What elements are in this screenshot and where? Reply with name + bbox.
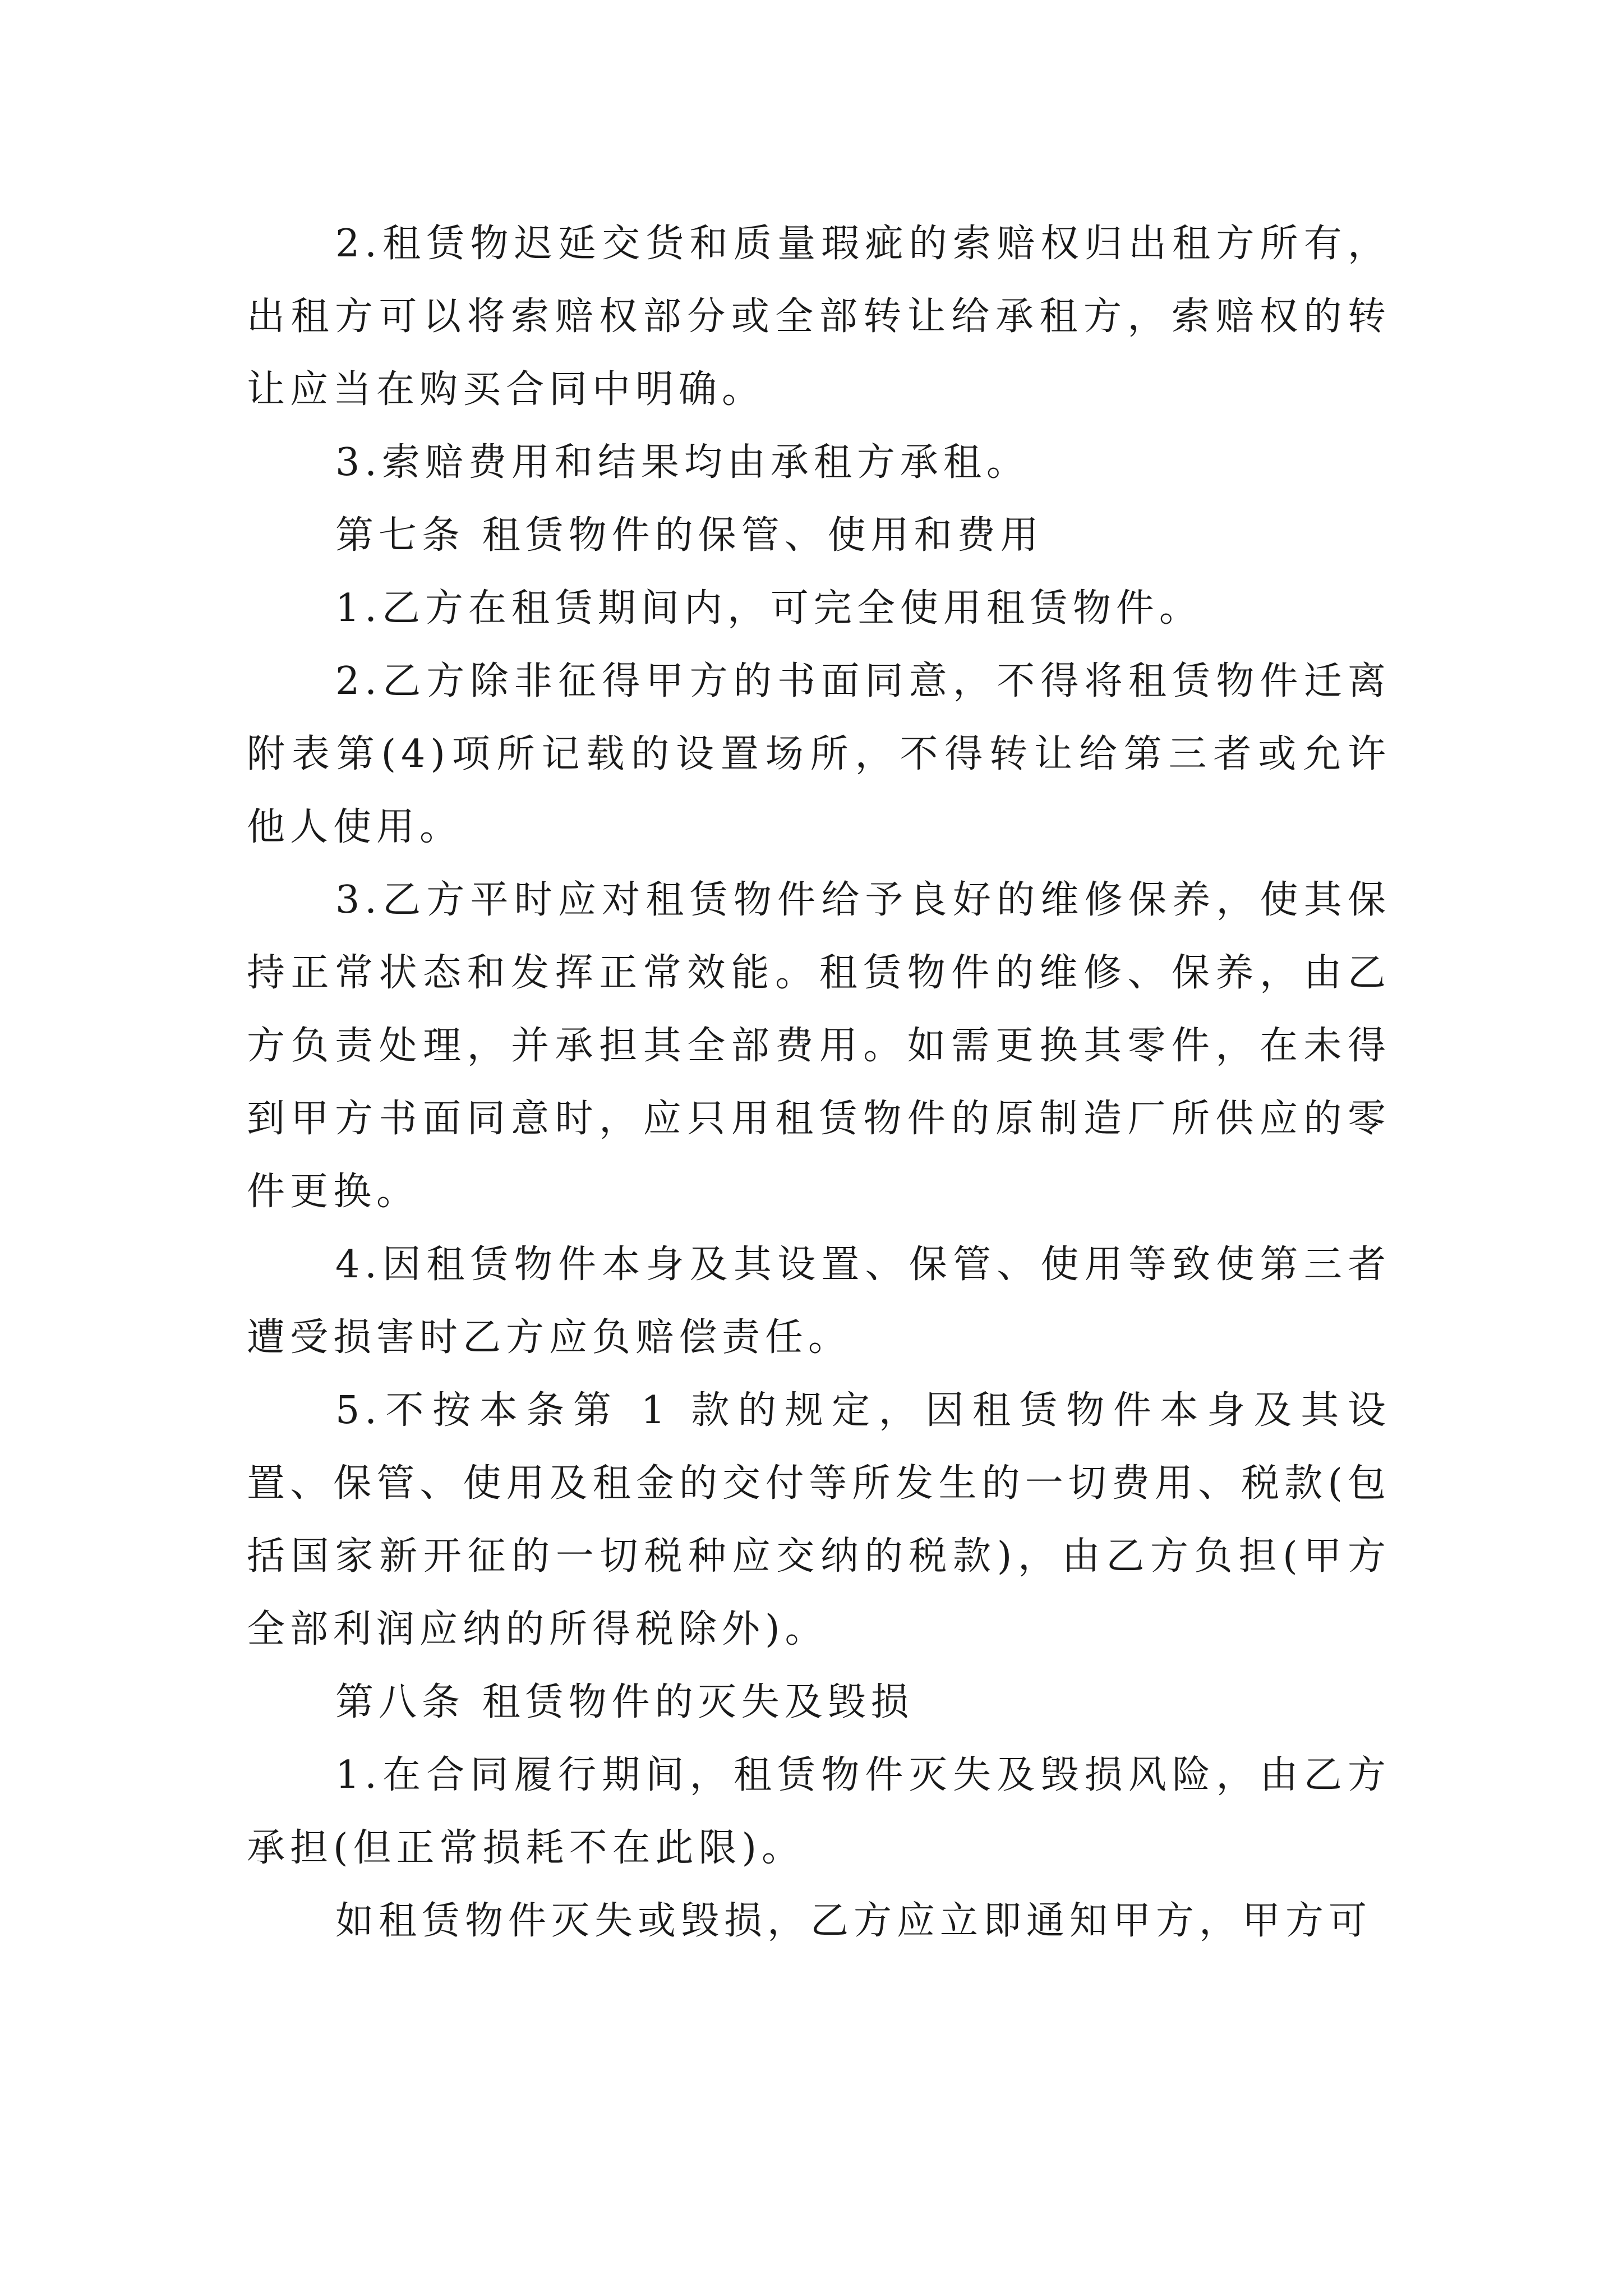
article-7-clause-4: 4.因租赁物件本身及其设置、保管、使用等致使第三者遭受损害时乙方应负赔偿责任。 <box>247 1243 1391 1360</box>
article-8-clause-1: 1.在合同履行期间，租赁物件灭失及毁损风险，由乙方承担(但正常损耗不在此限)。 <box>247 1753 1391 1870</box>
article-7-clause-3: 3.乙方平时应对租赁物件给予良好的维修保养，使其保持正常状态和发挥正常效能。租赁物件的维修、保养，由乙方负责处理，并承担其全部费用。如需更换其零件，在未得到甲方书面同意时，应只用租赁物件的原制造厂所供应的零件更换。 <box>247 878 1391 1214</box>
paragraph-claim-costs: 3.索赔费用和结果均由承租方承租。 <box>335 440 1030 485</box>
article-7-clause-1: 1.乙方在租赁期间内，可完全使用租赁物件。 <box>335 586 1202 631</box>
article-7-clause-5: 5.不按本条第 1 款的规定，因租赁物件本身及其设置、保管、使用及租金的交付等所发生的一切费用、税款(包括国家新开征的一切税种应交纳的税款)，由乙方负担(甲方全部利润应纳的所得税除外)。 <box>247 1388 1391 1651</box>
article-8-clause-1-continued: 如租赁物件灭失或毁损，乙方应立即通知甲方，甲方可 <box>335 1899 1372 1943</box>
article-7-clause-2: 2.乙方除非征得甲方的书面同意，不得将租赁物件迁离附表第(4)项所记载的设置场所，不得转让给第三者或允许他人使用。 <box>247 659 1391 849</box>
paragraph-claim-right: 2.租赁物迟延交货和质量瑕疵的索赔权归出租方所有，出租方可以将索赔权部分或全部转让给承租方，索赔权的转让应当在购买合同中明确。 <box>247 222 1391 412</box>
document-body <box>247 208 1391 1958</box>
article-8-heading: 第八条 租赁物件的灭失及毁损 <box>335 1680 914 1724</box>
article-7-heading: 第七条 租赁物件的保管、使用和费用 <box>335 513 1044 558</box>
